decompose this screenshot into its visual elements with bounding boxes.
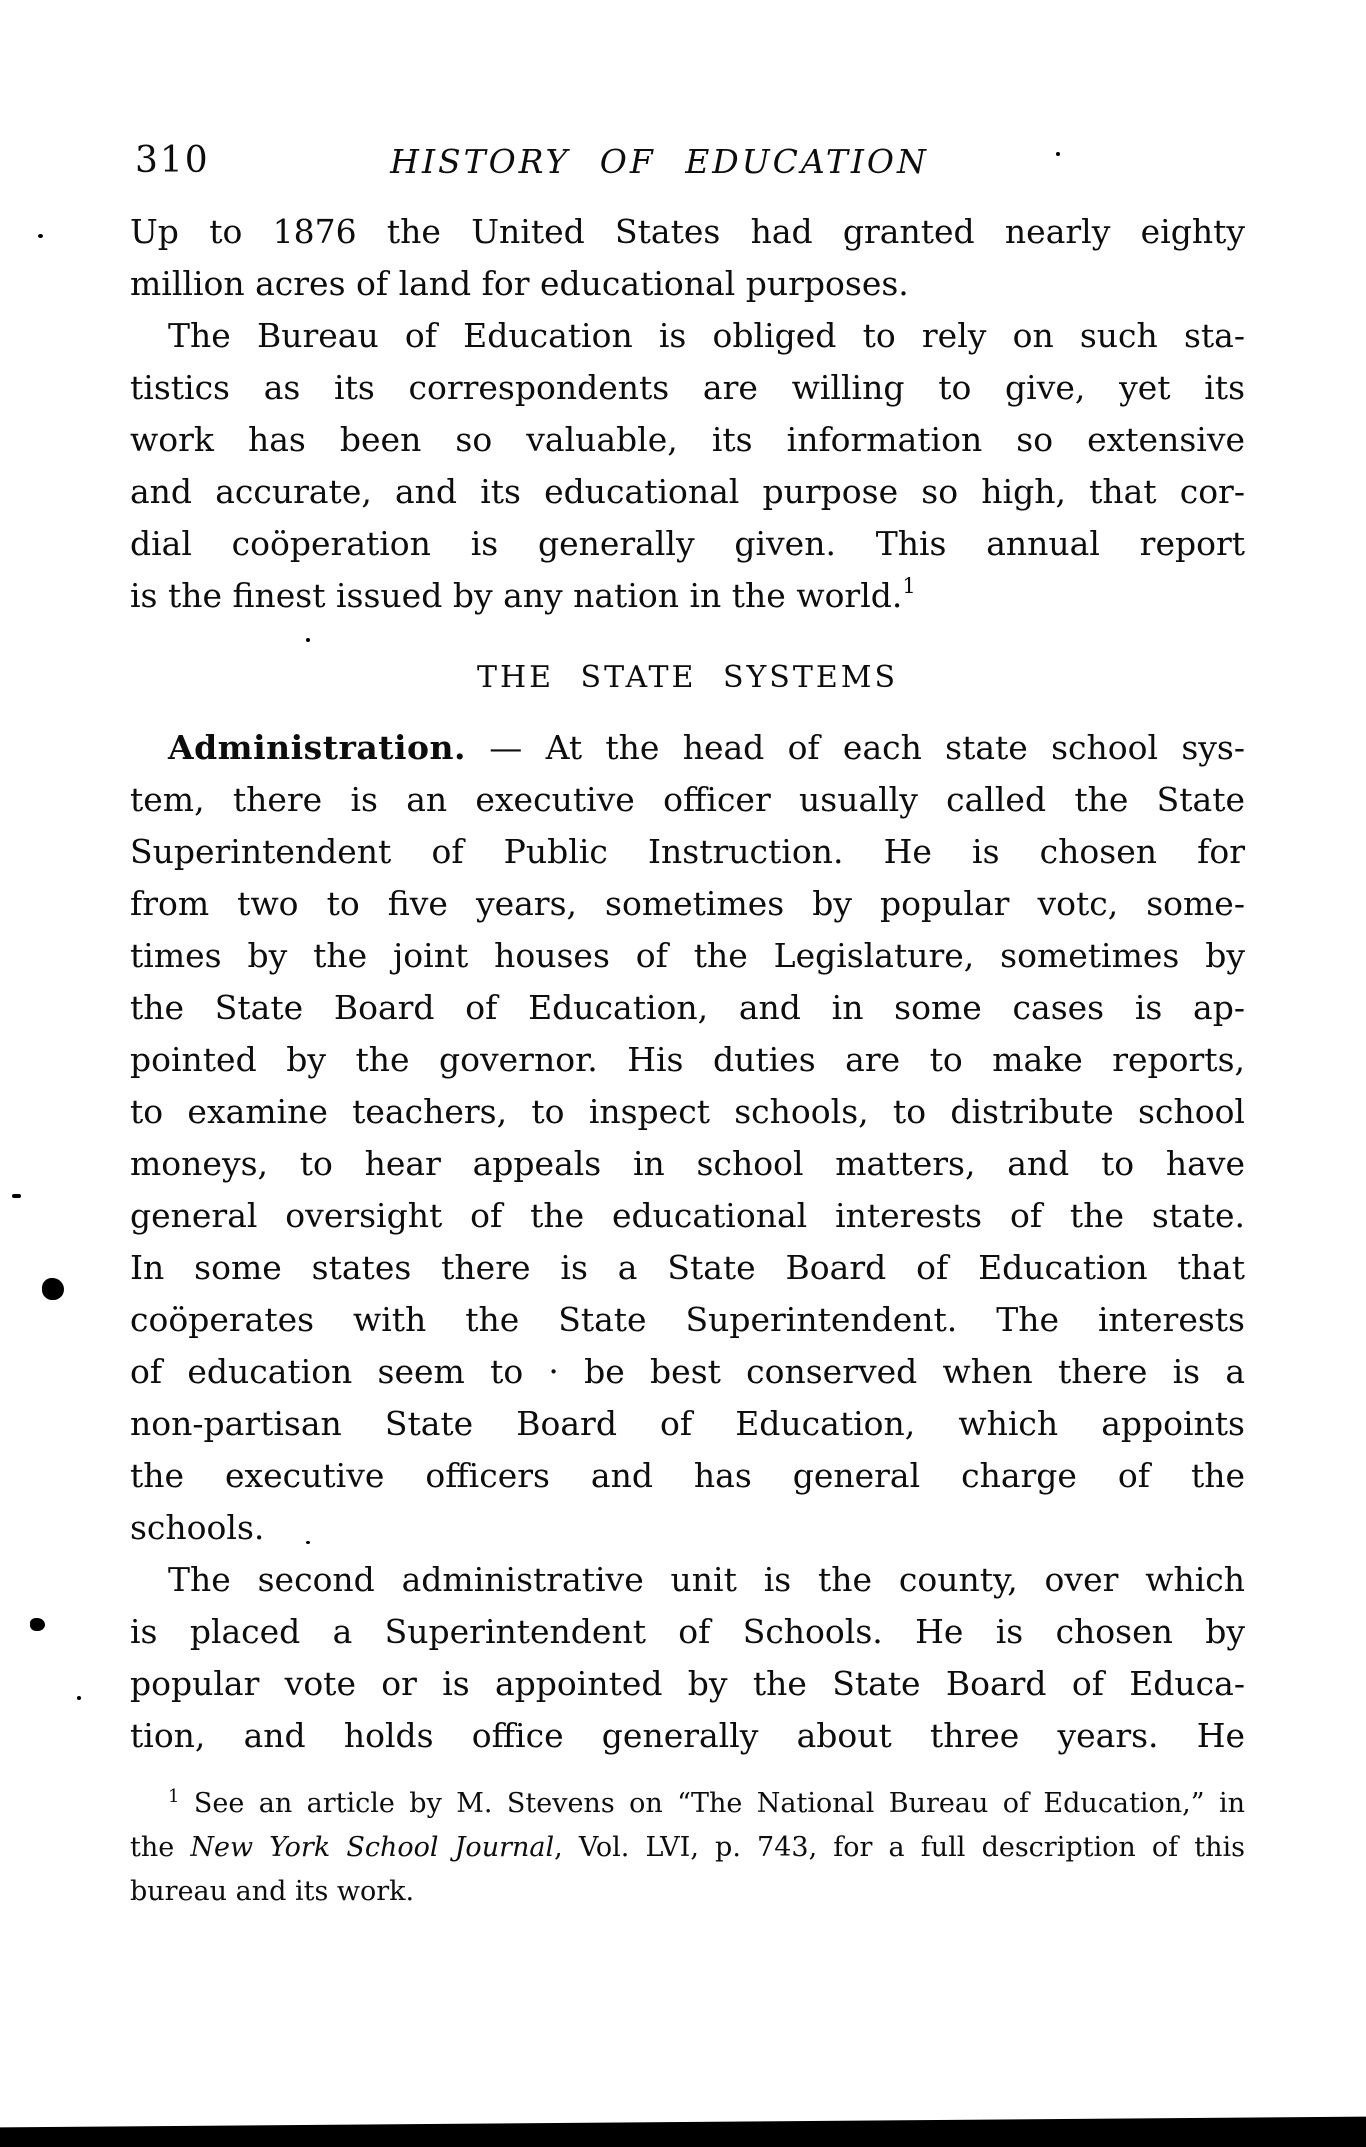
text-line: from two to five years, sometimes by popular votc, some- xyxy=(130,884,1245,923)
text-line: popular vote or is appointed by the State Board of Educa- xyxy=(130,1664,1245,1703)
text-line: tion, and holds office generally about three years. He xyxy=(130,1716,1245,1755)
text-line: non-partisan State Board of Education, which appoints xyxy=(130,1404,1245,1443)
text-line: work has been so valuable, its information so extensive xyxy=(130,420,1245,459)
text-line: dial coöperation is generally given. This annual report xyxy=(130,524,1245,563)
text-line xyxy=(130,570,1245,622)
page-number: 310 xyxy=(135,140,210,181)
text-line: pointed by the governor. His duties are to make reports, xyxy=(130,1040,1245,1079)
text-line: The second administrative unit is the county, over which xyxy=(168,1560,1245,1599)
text-run: is the finest issued by any nation in the world. xyxy=(130,576,903,615)
scan-edge-bar xyxy=(0,2117,1366,2147)
paragraph-lead-word: Administration. xyxy=(168,728,467,767)
ink-speck xyxy=(38,234,43,238)
text-line: In some states there is a State Board of Education that xyxy=(130,1248,1245,1287)
ink-blot xyxy=(30,1618,45,1631)
text-line: tem, there is an executive officer usually called the State xyxy=(130,780,1245,819)
text-line: is placed a Superintendent of Schools. He is chosen by xyxy=(130,1612,1245,1651)
text-line: tistics as its correspondents are willing to give, yet its xyxy=(130,368,1245,407)
ink-speck xyxy=(306,638,310,642)
text-line: times by the joint houses of the Legislature, sometimes by xyxy=(130,936,1245,975)
text-run: , Vol. LVI, p. 743, for a full description of this xyxy=(554,1832,1245,1863)
text-run: the xyxy=(130,1832,191,1863)
paragraph-county xyxy=(130,1554,1245,1762)
footnote-line: bureau and its work. xyxy=(130,1876,415,1907)
text-line: general oversight of the educational interests of the state. xyxy=(130,1196,1245,1235)
footnote-line xyxy=(130,1826,1245,1870)
footnote xyxy=(130,1782,1245,1914)
paragraph-bureau xyxy=(130,310,1245,622)
paragraph-administration xyxy=(130,722,1245,1554)
text-line: million acres of land for educational purposes. xyxy=(130,264,909,303)
ink-speck xyxy=(306,1541,310,1544)
text-line: schools. xyxy=(130,1508,265,1547)
text-line: the executive officers and has general charge of the xyxy=(130,1456,1245,1495)
ink-speck xyxy=(12,1194,21,1198)
text-line: coöperates with the State Superintendent. The interests xyxy=(130,1300,1245,1339)
text-line xyxy=(130,722,1245,774)
page-body xyxy=(130,206,1245,1762)
footnote-marker: 1 xyxy=(168,1786,180,1807)
running-title: HISTORY OF EDUCATION xyxy=(390,142,929,181)
ink-speck xyxy=(77,1696,81,1700)
text-run: See an article by M. Stevens on “The National Bureau of Education,” in xyxy=(179,1788,1245,1819)
text-line: the State Board of Education, and in some cases is ap- xyxy=(130,988,1245,1027)
text-line: and accurate, and its educational purpose so high, that cor- xyxy=(130,472,1245,511)
page-header xyxy=(130,140,1245,190)
ink-speck xyxy=(1056,152,1060,156)
footnote-line xyxy=(130,1782,1245,1826)
text-line: of education seem to · be best conserved when there is a xyxy=(130,1352,1245,1391)
text-line: Up to 1876 the United States had granted nearly eighty xyxy=(130,212,1245,251)
section-heading: THE STATE SYSTEMS xyxy=(476,660,899,695)
journal-title: New York School Journal xyxy=(190,1832,555,1863)
paragraph-intro xyxy=(130,206,1245,310)
text-line: to examine teachers, to inspect schools, to distribute school xyxy=(130,1092,1245,1131)
text-line: moneys, to hear appeals in school matters, and to have xyxy=(130,1144,1245,1183)
text-line: The Bureau of Education is obliged to rely on such sta- xyxy=(168,316,1245,355)
ink-blot xyxy=(42,1278,64,1300)
text-line: Superintendent of Public Instruction. He is chosen for xyxy=(130,832,1245,871)
text-run: — At the head of each state school sys- xyxy=(466,728,1245,767)
footnote-reference: 1 xyxy=(902,574,916,598)
